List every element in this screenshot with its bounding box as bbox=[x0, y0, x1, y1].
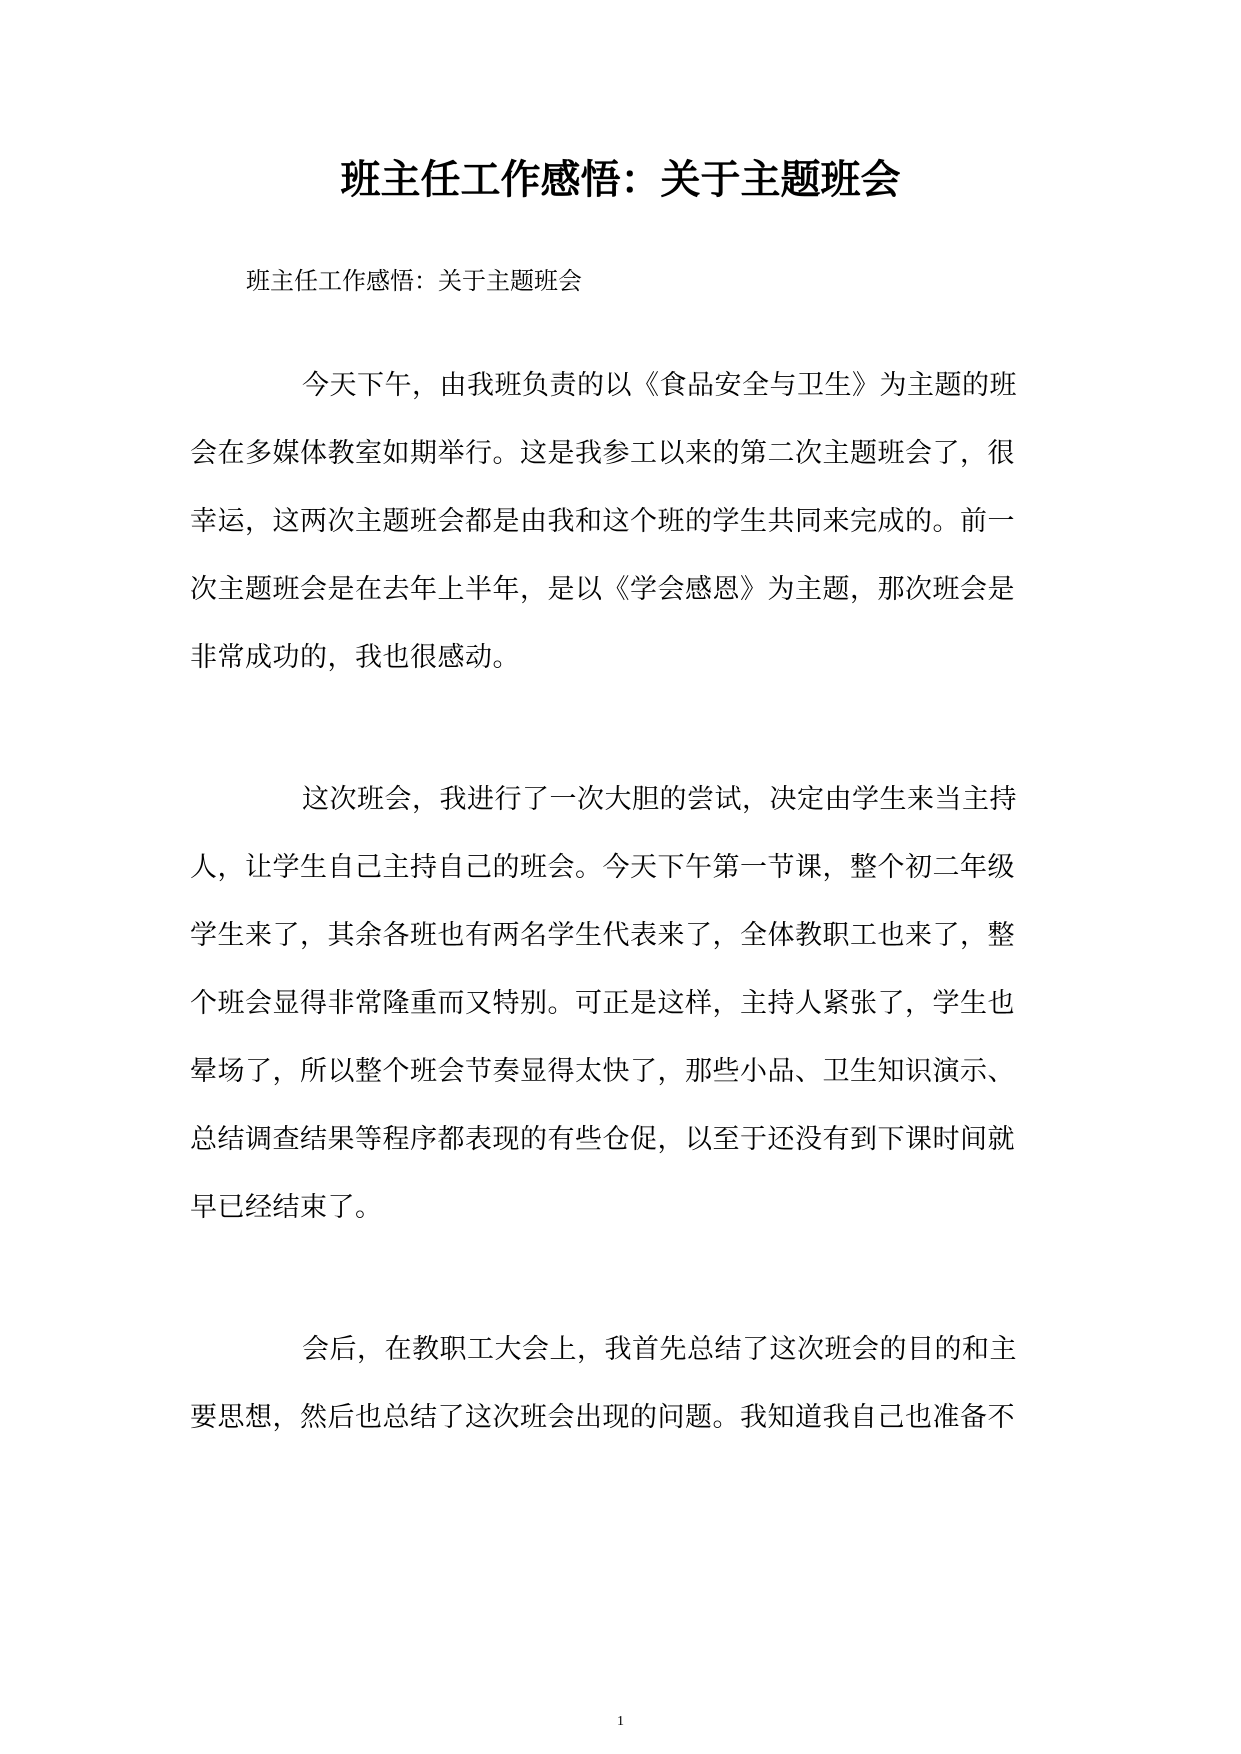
document-subtitle: 班主任工作感悟：关于主题班会 bbox=[246, 267, 582, 295]
paragraph-1-line-1: 今天下午，由我班负责的以《食品安全与卫生》为主题的班 bbox=[302, 370, 1017, 401]
paragraph-1-line-4: 次主题班会是在去年上半年，是以《学会感恩》为主题，那次班会是 bbox=[190, 574, 1015, 605]
paragraph-1-line-3: 幸运，这两次主题班会都是由我和这个班的学生共同来完成的。前一 bbox=[190, 506, 1015, 537]
paragraph-1-line-2: 会在多媒体教室如期举行。这是我参工以来的第二次主题班会了，很 bbox=[190, 438, 1015, 469]
paragraph-2-line-1: 这次班会，我进行了一次大胆的尝试，决定由学生来当主持 bbox=[302, 784, 1017, 815]
paragraph-2-line-2: 人，让学生自己主持自己的班会。今天下午第一节课，整个初二年级 bbox=[190, 852, 1015, 883]
page-number: 1 bbox=[617, 1714, 624, 1729]
document-title: 班主任工作感悟：关于主题班会 bbox=[340, 156, 901, 203]
paragraph-2-line-5: 晕场了，所以整个班会节奏显得太快了，那些小品、卫生知识演示、 bbox=[190, 1056, 1015, 1087]
paragraph-3-line-1: 会后，在教职工大会上，我首先总结了这次班会的目的和主 bbox=[302, 1334, 1017, 1365]
paragraph-2-line-6: 总结调查结果等程序都表现的有些仓促，以至于还没有到下课时间就 bbox=[190, 1124, 1015, 1155]
paragraph-1-line-5: 非常成功的，我也很感动。 bbox=[190, 642, 520, 673]
paragraph-2-line-4: 个班会显得非常隆重而又特别。可正是这样，主持人紧张了，学生也 bbox=[190, 988, 1015, 1019]
paragraph-3-line-2: 要思想，然后也总结了这次班会出现的问题。我知道我自己也准备不 bbox=[190, 1402, 1015, 1433]
paragraph-2-line-7: 早已经结束了。 bbox=[190, 1192, 383, 1223]
paragraph-2-line-3: 学生来了，其余各班也有两名学生代表来了，全体教职工也来了，整 bbox=[190, 920, 1015, 951]
